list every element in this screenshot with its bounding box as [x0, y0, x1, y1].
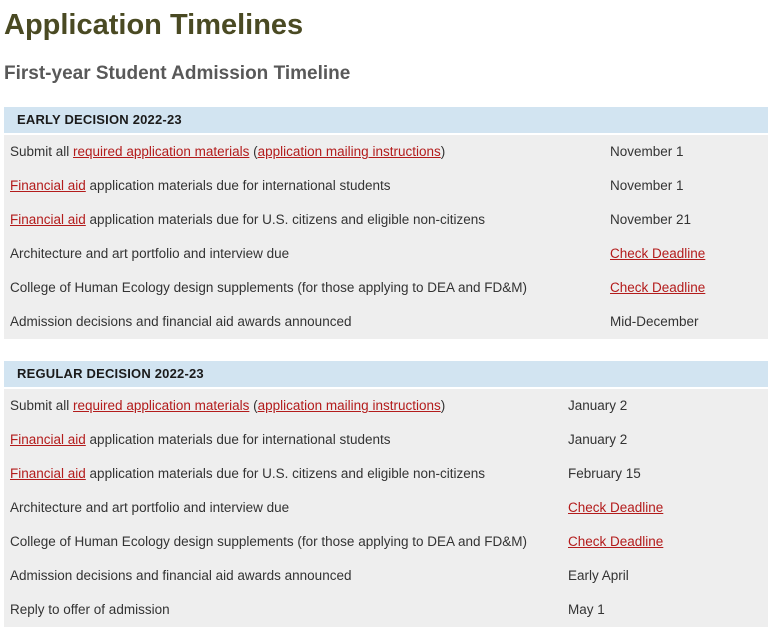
- row-deadline: [610, 212, 691, 227]
- row-text: Submit all: [10, 398, 74, 414]
- application-mailing-instructions-link[interactable]: application mailing instructions: [257, 144, 441, 160]
- row-text: (: [249, 144, 258, 160]
- row-label: [4, 602, 568, 617]
- row-label: [4, 432, 568, 447]
- table-row: [4, 525, 768, 559]
- page-subtitle: First-year Student Admission Timeline: [4, 62, 351, 84]
- row-deadline: [568, 500, 663, 515]
- table-header-regular-decision-2022-23: REGULAR DECISION 2022-23: [4, 361, 768, 389]
- row-deadline: [568, 432, 627, 447]
- row-deadline: [568, 534, 663, 549]
- row-deadline: [568, 602, 605, 617]
- deadline-date: November 1: [610, 144, 684, 160]
- deadline-date: January 2: [568, 432, 628, 448]
- row-label: [4, 246, 610, 261]
- table-row: [4, 271, 768, 305]
- check-deadline-link[interactable]: Check Deadline: [610, 246, 706, 262]
- table-row: [4, 491, 768, 525]
- row-label: [4, 314, 610, 329]
- row-label: [4, 212, 610, 227]
- row-label: [4, 398, 568, 413]
- table-header-early-decision-2022-23: EARLY DECISION 2022-23: [4, 107, 768, 135]
- table-row: [4, 135, 768, 169]
- row-deadline: [568, 398, 627, 413]
- row-deadline: [610, 144, 684, 159]
- table-body: [4, 135, 768, 339]
- table-row: [4, 593, 768, 627]
- table-row: [4, 423, 768, 457]
- timeline-table-early-decision-2022-23: [4, 107, 768, 339]
- row-text: ): [440, 398, 446, 414]
- row-label: [4, 500, 568, 515]
- check-deadline-link[interactable]: Check Deadline: [568, 534, 664, 550]
- row-deadline: [610, 178, 684, 193]
- row-text: ): [440, 144, 446, 160]
- table-row: [4, 559, 768, 593]
- check-deadline-link[interactable]: Check Deadline: [610, 280, 706, 296]
- deadline-date: Early April: [568, 568, 629, 584]
- row-label: [4, 568, 568, 583]
- table-row: [4, 457, 768, 491]
- timeline-table-regular-decision-2022-23: [4, 361, 768, 627]
- table-row: [4, 169, 768, 203]
- table-row: [4, 305, 768, 339]
- row-label: [4, 178, 610, 193]
- financial-aid-link[interactable]: Financial aid: [10, 432, 86, 448]
- row-text: application materials due for international students: [85, 432, 391, 448]
- application-mailing-instructions-link[interactable]: application mailing instructions: [257, 398, 441, 414]
- row-text: Admission decisions and financial aid awards announced: [10, 568, 352, 584]
- row-text: application materials due for U.S. citizens and eligible non-citizens: [85, 466, 486, 482]
- row-label: [4, 534, 568, 549]
- check-deadline-link[interactable]: Check Deadline: [568, 500, 664, 516]
- deadline-date: February 15: [568, 466, 641, 482]
- row-text: Architecture and art portfolio and interview due: [10, 500, 290, 516]
- required-application-materials-link[interactable]: required application materials: [73, 398, 250, 414]
- required-application-materials-link[interactable]: required application materials: [73, 144, 250, 160]
- row-label: [4, 466, 568, 481]
- deadline-date: January 2: [568, 398, 628, 414]
- table-row: [4, 203, 768, 237]
- row-text: (: [249, 398, 258, 414]
- deadline-date: May 1: [568, 602, 605, 618]
- row-text: College of Human Ecology design supplements (for those applying to DEA and FD&M): [10, 280, 528, 296]
- table-row: [4, 237, 768, 271]
- deadline-date: November 1: [610, 178, 684, 194]
- row-text: College of Human Ecology design supplements (for those applying to DEA and FD&M): [10, 534, 528, 550]
- row-text: Submit all: [10, 144, 74, 160]
- financial-aid-link[interactable]: Financial aid: [10, 178, 86, 194]
- row-text: Reply to offer of admission: [10, 602, 170, 618]
- row-deadline: [610, 314, 699, 329]
- table-row: [4, 389, 768, 423]
- row-text: application materials due for international students: [85, 178, 391, 194]
- page-title: Application Timelines: [4, 9, 304, 41]
- row-text: application materials due for U.S. citizens and eligible non-citizens: [85, 212, 486, 228]
- row-deadline: [568, 466, 641, 481]
- timeline-tables: [4, 107, 768, 627]
- deadline-date: November 21: [610, 212, 692, 228]
- row-label: [4, 280, 610, 295]
- financial-aid-link[interactable]: Financial aid: [10, 466, 86, 482]
- row-text: Architecture and art portfolio and interview due: [10, 246, 290, 262]
- row-deadline: [568, 568, 629, 583]
- deadline-date: Mid-December: [610, 314, 699, 330]
- row-deadline: [610, 280, 705, 295]
- table-body: [4, 389, 768, 627]
- row-text: Admission decisions and financial aid awards announced: [10, 314, 352, 330]
- row-label: [4, 144, 610, 159]
- financial-aid-link[interactable]: Financial aid: [10, 212, 86, 228]
- row-deadline: [610, 246, 705, 261]
